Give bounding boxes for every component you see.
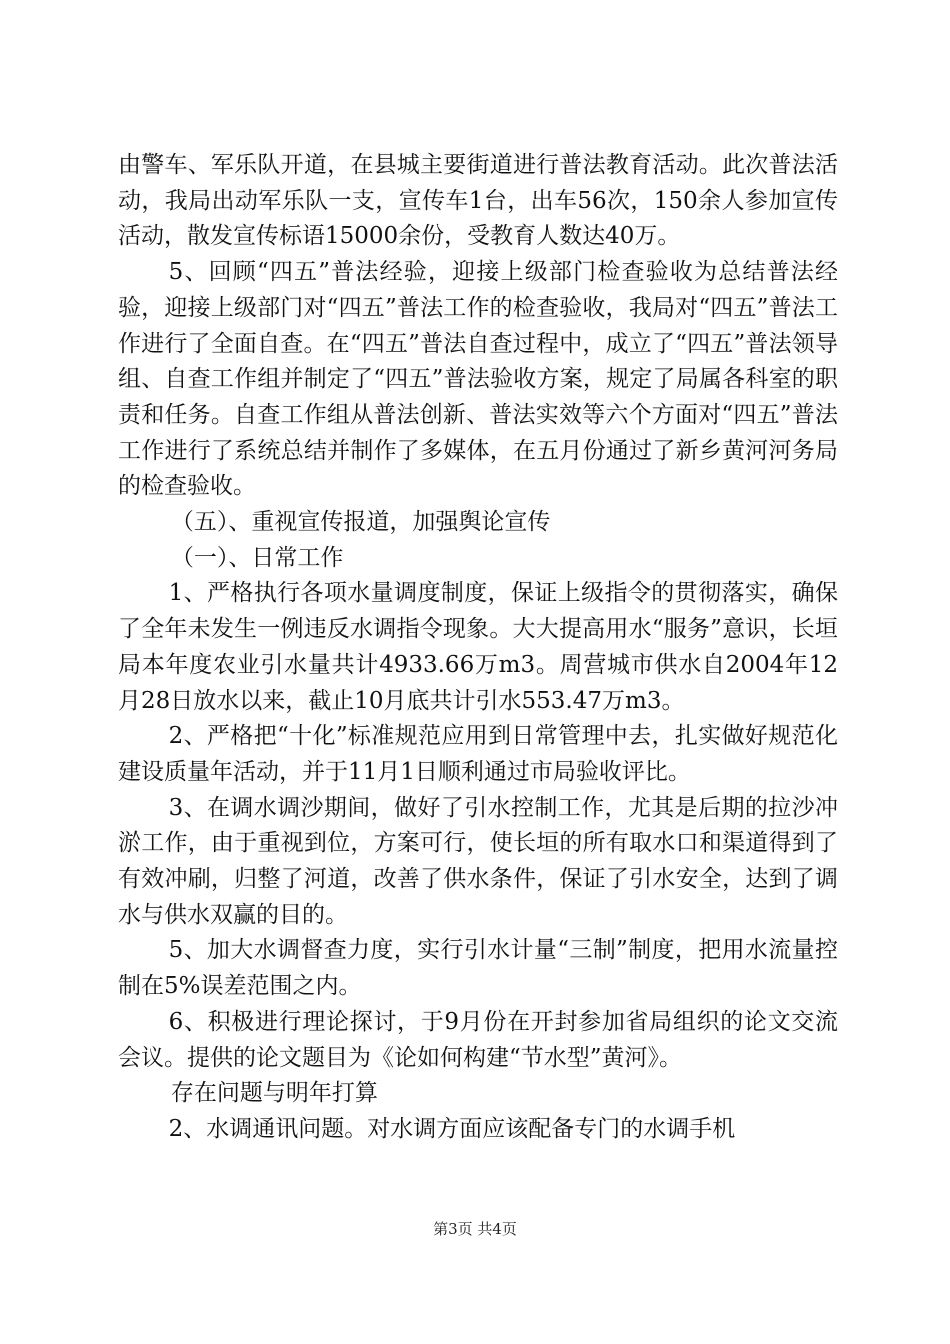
document-body [118,148,838,1148]
section-heading-problems-plans: 存在问题与明年打算 [170,1080,378,1107]
paragraph-sediment-regulation: 3、在调水调沙期间，做好了引水控制工作，尤其是后期的拉沙冲淤工作，由于重视到位，方案可行，使长垣的所有取水口和渠道得到了有效冲刷，归整了河道，改善了供水条件，保证了引水安全，达到了调水与供水双赢的目的。 [118,794,838,928]
paragraph-communication-issue: 2、水调通讯问题。对水调方面应该配备专门的水调手机 [168,1115,736,1142]
page-number-footer: 第3页 共4页 [433,1220,517,1238]
paragraph-water-dispatch: 1、严格执行各项水量调度制度，保证上级指令的贯彻落实，确保了全年未发生一例违反水调指令现象。大大提高用水“服务”意识，长垣局本年度农业引水量共计4933.66万m3。周营城市供水自2004年12月28日放水以来，截止10月底共计引水553.47万m3。 [118,580,838,714]
section-heading-publicity: （五）、重视宣传报道，加强舆论宣传 [170,509,551,536]
paragraph-supervision: 5、加大水调督查力度，实行引水计量“三制”制度，把用水流量控制在5%误差范围之内。 [118,937,838,1000]
paragraph-theory-research: 6、积极进行理论探讨，于9月份在开封参加省局组织的论文交流会议。提供的论文题目为《论如何构建“节水型”黄河》。 [118,1008,838,1071]
paragraph-standardization: 2、严格把“十化”标准规范应用到日常管理中去，扎实做好规范化建设质量年活动，并于11月1日顺利通过市局验收评比。 [118,723,838,785]
section-heading-daily-work: （一）、日常工作 [170,544,344,571]
paragraph-propaganda-activity: 由警车、军乐队开道，在县城主要街道进行普法教育活动。此次普法活动，我局出动军乐队一支，宣传车1台，出车56次，150余人参加宣传活动，散发宣传标语15000余份，受教育人数达40万。 [118,152,838,250]
paragraph-review-experience: 5、回顾“四五”普法经验，迎接上级部门检查验收为总结普法经验，迎接上级部门对“四五”普法工作的检查验收，我局对“四五”普法工作进行了全面自查。在“四五”普法自查过程中，成立了“四五”普法领导组、自查工作组并制定了“四五”普法验收方案，规定了局属各科室的职责和任务。自查工作组从普法创新、普法实效等六个方面对“四五”普法工作进行了系统总结并制作了多媒体，在五月份通过了新乡黄河河务局的检查验收。 [118,259,838,500]
